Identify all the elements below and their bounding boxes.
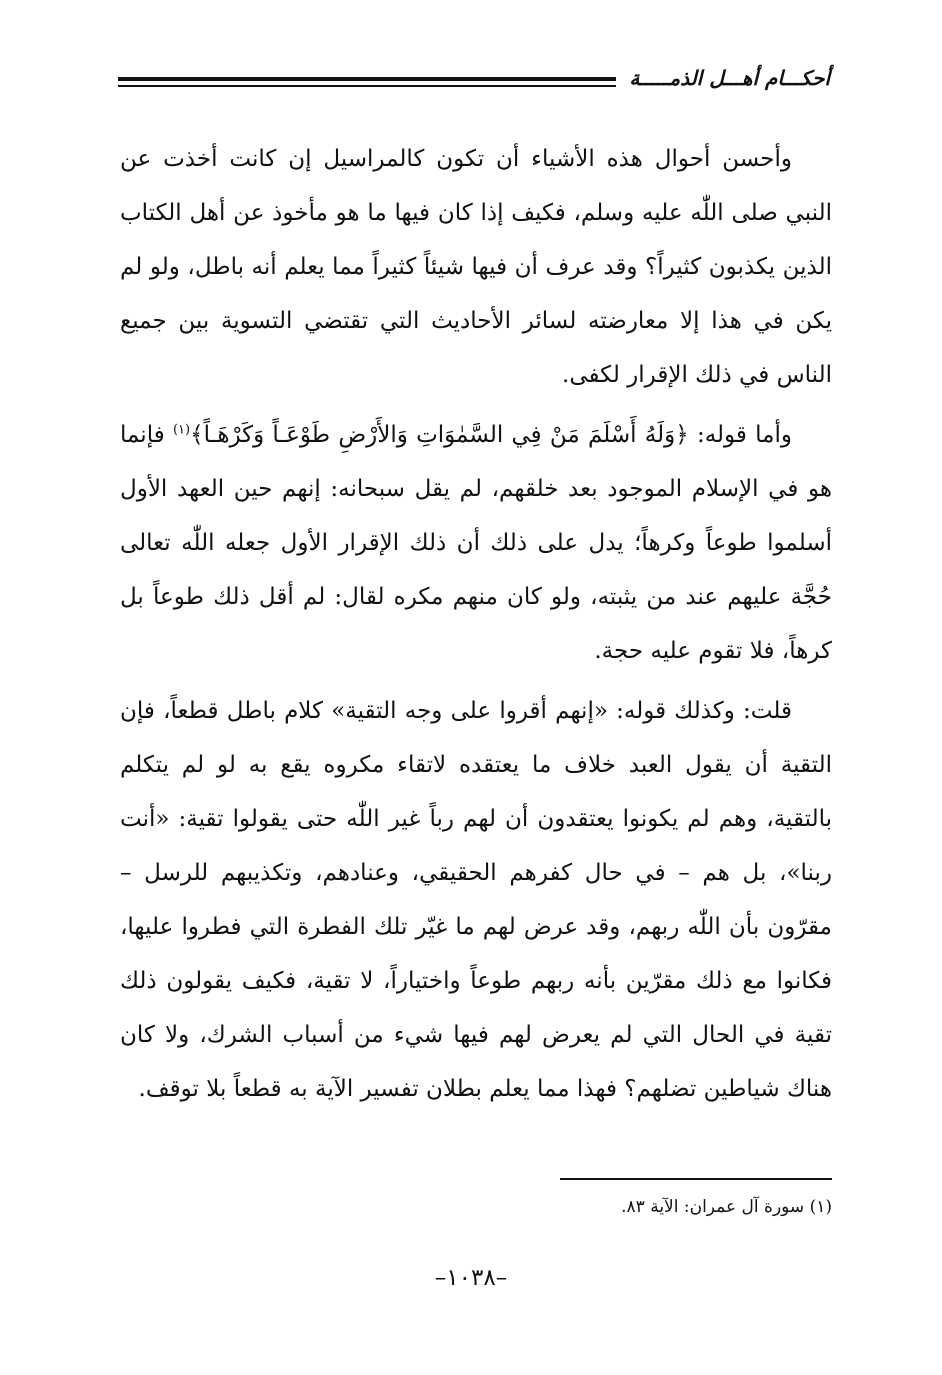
page-number: –١٠٣٨– (434, 1265, 508, 1291)
paragraph-2-quran-quote: وأما قوله: ﴿وَلَهُ أَسْلَمَ مَنْ فِي السَّمٰوَاتِ وَالأَرْضِ طَوْعَـاً وَكَرْهَـاً﴾ (190, 422, 792, 448)
footnote-separator (560, 1178, 832, 1180)
paragraph-2 (120, 408, 832, 678)
header-rule-thin (118, 85, 616, 87)
paragraph-1: وأحسن أحوال هذه الأشياء أن تكون كالمراسيل إن كانت أخذت عن النبي صلى اللّٰه عليه وسلم، فكيف إذا كان فيها ما هو مأخوذ عن أهل الكتاب الذين يكذبون كثيراً؟ وقد عرف أن فيها شيئاً كثيراً مما يعلم أنه باطل، ولو لم يكن في هذا إلا معارضته لسائر الأحاديث التي تقتضي التسوية بين جميع الناس في ذلك الإقرار لكفى. (120, 146, 832, 388)
footnote: (١) سورة آل عمران: الآية ٨٣. (621, 1197, 832, 1217)
header-rule-thick (118, 77, 616, 81)
paragraph-2-rest: فإنما هو في الإسلام الموجود بعد خلقهم، لم يقل سبحانه: إنهم حين العهد الأول أسلموا طوعاً وكرهاً؛ يدل على ذلك أن ذلك الإقرار الأول جعله اللّٰه تعالى حُجَّة عليهم عند من يثبته، ولو كان منهم مكره لقال: لم أقل ذلك طوعاً بل كرهاً، فلا تقوم عليه حجة. (120, 422, 832, 664)
book-title: أحكـــام أهـــل الذمـــــة (629, 66, 830, 90)
paragraph-3: قلت: وكذلك قوله: «إنهم أقروا على وجه التقية» كلام باطل قطعاً، فإن التقية أن يقول العبد خلاف ما يعتقده لاتقاء مكروه يقع به لو لم يتكلم بالتقية، وهم لم يكونوا يعتقدون أن لهم رباً غير اللّٰه حتى يقولوا تقية: «أنت ربنا»، بل هم – في حال كفرهم الحقيقي، وعنادهم، وتكذيبهم للرسل – مقرّون بأن اللّٰه ربهم، وقد عرض لهم ما غيّر تلك الفطرة التي فطروا عليها، فكانوا مع ذلك مقرّين بأنه ربهم طوعاً واختياراً، لا تقية، فكيف يقولون ذلك تقية في الحال التي لم يعرض لهم فيها شيء من أسباب الشرك، ولا كان هناك شياطين تضلهم؟ فهذا مما يعلم بطلان تفسير الآية به قطعاً بلا توقف. (120, 698, 832, 1102)
body-text (120, 132, 832, 1116)
running-header (118, 60, 830, 100)
footnote-reference: (١) (172, 422, 191, 438)
